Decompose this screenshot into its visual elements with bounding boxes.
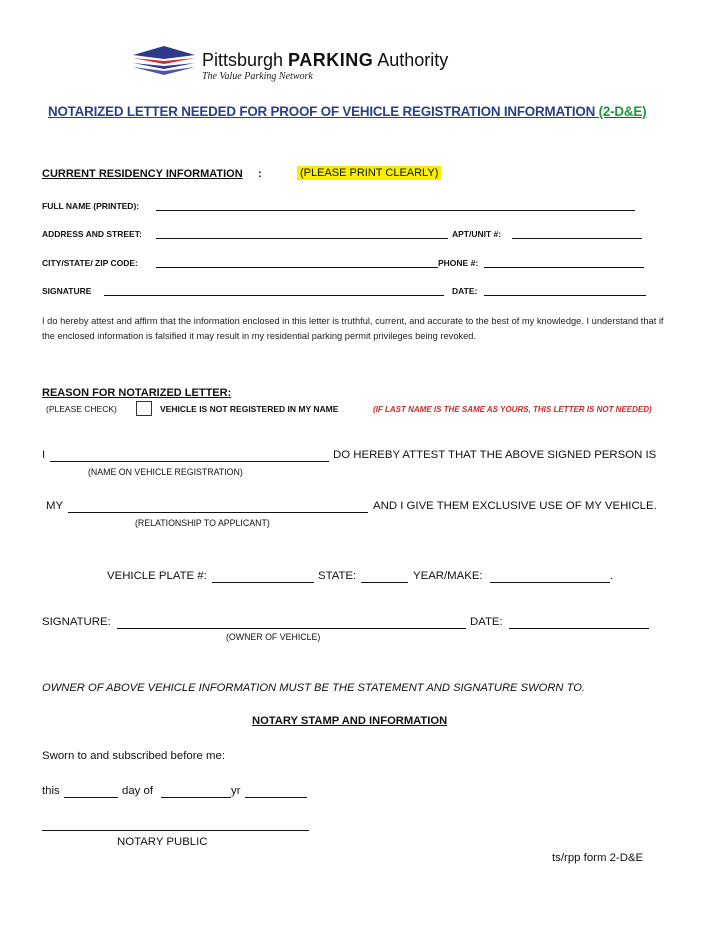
address-label: ADDRESS AND STREET: [42,229,142,239]
vehicle-not-registered-label: VEHICLE IS NOT REGISTERED IN MY NAME [160,404,339,414]
form-code: (2-D&E) [598,104,647,119]
residency-heading-text: CURRENT RESIDENCY INFORMATION [42,168,243,180]
full-name-label: FULL NAME (PRINTED): [42,201,140,211]
notary-signature-field[interactable] [42,830,309,831]
ppa-logo-icon [133,46,195,76]
year-make-field[interactable] [490,582,610,583]
city-label: CITY/STATE/ ZIP CODE: [42,258,138,268]
org-name-bold: PARKING [288,50,374,70]
plate-label: VEHICLE PLATE #: [107,570,207,582]
full-name-field[interactable] [156,210,635,211]
apt-field[interactable] [512,238,642,239]
day-of-label: day of [122,785,154,797]
month-field[interactable] [161,797,231,798]
yr-label: yr [231,785,241,797]
plate-period: . [610,570,614,582]
signature-label: SIGNATURE [42,286,92,296]
vehicle-not-registered-checkbox[interactable] [136,401,152,416]
org-name-post: Authority [373,50,449,70]
date-field[interactable] [484,295,646,296]
owner-of-vehicle-caption: (OWNER OF VEHICLE) [226,632,321,642]
attest-i: I [42,449,46,461]
signature-field[interactable] [104,295,444,296]
residency-heading [42,168,243,180]
owner-statement: OWNER OF ABOVE VEHICLE INFORMATION MUST BE THE STATEMENT AND SIGNATURE SWORN TO. [42,682,586,694]
phone-field[interactable] [484,267,644,268]
day-field[interactable] [64,797,118,798]
print-clearly-note: (PLEASE PRINT CLEARLY) [297,166,441,180]
vehicle-owner-name-field[interactable] [50,461,329,462]
notary-heading: NOTARY STAMP AND INFORMATION [252,715,448,727]
same-last-name-note: (IF LAST NAME IS THE SAME AS YOURS, THIS LETTER IS NOT NEEDED) [373,405,652,414]
owner-signature-field[interactable] [117,628,466,629]
date-label: DATE: [452,286,478,296]
this-label: this [42,785,60,797]
attest-my: MY [46,500,64,512]
form-id: ts/rpp form 2-D&E [552,852,644,864]
title-main: NOTARIZED LETTER NEEDED FOR PROOF OF VEHICLE REGISTRATION INFORMATION [48,104,599,119]
attest-statement: DO HEREBY ATTEST THAT THE ABOVE SIGNED PERSON IS [333,449,657,461]
apt-label: APT/UNIT #: [452,229,502,239]
state-field[interactable] [361,582,408,583]
please-check-label: (PLEASE CHECK) [46,404,117,414]
tagline: The Value Parking Network [202,71,313,82]
city-field[interactable] [156,267,438,268]
year-field[interactable] [245,797,307,798]
address-field[interactable] [156,238,448,239]
org-name-pre: Pittsburgh [202,50,289,70]
year-make-label: YEAR/MAKE: [413,570,483,582]
plate-field[interactable] [212,582,314,583]
residency-colon: : [258,168,262,180]
document-title [48,104,646,119]
name-on-registration-caption: (NAME ON VEHICLE REGISTRATION) [88,467,243,477]
owner-date-field[interactable] [509,628,649,629]
reason-heading: REASON FOR NOTARIZED LETTER: [42,387,232,399]
owner-date-label: DATE: [470,616,503,628]
phone-label: PHONE #: [438,258,479,268]
exclusive-use-statement: AND I GIVE THEM EXCLUSIVE USE OF MY VEHICLE. [373,500,657,512]
relationship-field[interactable] [68,512,368,513]
owner-signature-label: SIGNATURE: [42,616,111,628]
notary-public-label: NOTARY PUBLIC [117,836,208,848]
org-name [202,50,448,71]
state-label: STATE: [318,570,357,582]
affirmation-text: I do hereby attest and affirm that the information enclosed in this letter is truthful, current, and accurate to the best of my knowledge. I understand that if the enclosed information is falsified it may result in my residential parking permit privileges being revoked. [42,316,664,341]
sworn-text: Sworn to and subscribed before me: [42,750,225,762]
relationship-caption: (RELATIONSHIP TO APPLICANT) [135,518,270,528]
